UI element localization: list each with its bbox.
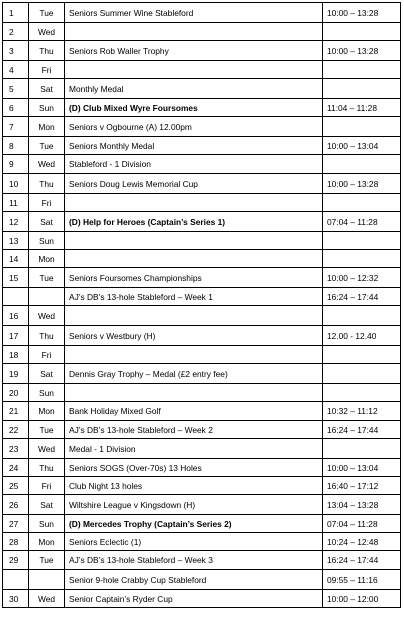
- event-cell: Seniors Doug Lewis Memorial Cup: [65, 174, 323, 194]
- time-cell: 10:00 – 13:28: [323, 174, 401, 194]
- day-cell: 17: [3, 326, 29, 346]
- time-cell: [323, 364, 401, 384]
- event-cell: [65, 194, 323, 212]
- day-cell: 30: [3, 590, 29, 608]
- table-row: [3, 212, 401, 232]
- day-cell: 12: [3, 212, 29, 232]
- weekday-cell: Sun: [29, 232, 65, 250]
- table-row: [3, 155, 401, 174]
- day-cell: 4: [3, 61, 29, 79]
- event-cell: Seniors Summer Wine Stableford: [65, 3, 323, 23]
- weekday-cell: Fri: [29, 61, 65, 79]
- time-cell: 10:00 – 13:28: [323, 41, 401, 61]
- event-cell: Club Night 13 holes: [65, 477, 323, 495]
- weekday-cell: Sun: [29, 515, 65, 533]
- table-row: [3, 459, 401, 477]
- table-row: [3, 306, 401, 326]
- event-cell: Seniors SOGS (Over-70s) 13 Holes: [65, 459, 323, 477]
- day-cell: [3, 570, 29, 590]
- weekday-cell: Mon: [29, 117, 65, 137]
- day-cell: 8: [3, 137, 29, 155]
- day-cell: 10: [3, 174, 29, 194]
- time-cell: [323, 23, 401, 41]
- event-cell: (D) Mercedes Trophy (Captain’s Series 2): [65, 515, 323, 533]
- weekday-cell: Thu: [29, 459, 65, 477]
- table-row: [3, 384, 401, 402]
- day-cell: 22: [3, 421, 29, 439]
- day-cell: 9: [3, 155, 29, 174]
- time-cell: 10:24 – 12:48: [323, 533, 401, 551]
- time-cell: 16:40 – 17:12: [323, 477, 401, 495]
- time-cell: [323, 61, 401, 79]
- table-row: [3, 137, 401, 155]
- table-row: [3, 268, 401, 288]
- table-row: [3, 232, 401, 250]
- weekday-cell: [29, 288, 65, 306]
- table-row: [3, 41, 401, 61]
- event-cell: Seniors Eclectic (1): [65, 533, 323, 551]
- time-cell: [323, 439, 401, 459]
- table-row: [3, 79, 401, 99]
- weekday-cell: Sun: [29, 384, 65, 402]
- time-cell: 10:00 – 12:32: [323, 268, 401, 288]
- weekday-cell: Wed: [29, 306, 65, 326]
- weekday-cell: Fri: [29, 346, 65, 364]
- event-cell: [65, 306, 323, 326]
- event-cell: Seniors v Ogbourne (A) 12.00pm: [65, 117, 323, 137]
- day-cell: 3: [3, 41, 29, 61]
- table-row: [3, 61, 401, 79]
- weekday-cell: Fri: [29, 477, 65, 495]
- time-cell: 10:00 – 13:28: [323, 3, 401, 23]
- day-cell: 18: [3, 346, 29, 364]
- time-cell: 16:24 – 17:44: [323, 421, 401, 439]
- day-cell: 19: [3, 364, 29, 384]
- weekday-cell: Fri: [29, 194, 65, 212]
- event-cell: (D) Club Mixed Wyre Foursomes: [65, 99, 323, 117]
- event-cell: Senior Captain’s Ryder Cup: [65, 590, 323, 608]
- table-row: [3, 288, 401, 306]
- table-row: [3, 250, 401, 268]
- day-cell: 11: [3, 194, 29, 212]
- table-row: [3, 533, 401, 551]
- event-cell: Seniors Monthly Medal: [65, 137, 323, 155]
- weekday-cell: Thu: [29, 174, 65, 194]
- table-row: [3, 326, 401, 346]
- time-cell: 09:55 – 11:16: [323, 570, 401, 590]
- table-row: [3, 477, 401, 495]
- time-cell: [323, 194, 401, 212]
- day-cell: 5: [3, 79, 29, 99]
- weekday-cell: Sat: [29, 212, 65, 232]
- event-cell: Seniors Foursomes Championships: [65, 268, 323, 288]
- table-row: [3, 364, 401, 384]
- event-cell: Bank Holiday Mixed Golf: [65, 402, 323, 421]
- event-cell: Medal - 1 Division: [65, 439, 323, 459]
- day-cell: [3, 288, 29, 306]
- table-row: [3, 346, 401, 364]
- time-cell: [323, 384, 401, 402]
- weekday-cell: Wed: [29, 439, 65, 459]
- time-cell: 07:04 – 11:28: [323, 212, 401, 232]
- table-row: [3, 495, 401, 515]
- weekday-cell: Tue: [29, 268, 65, 288]
- time-cell: 11:04 – 11:28: [323, 99, 401, 117]
- day-cell: 15: [3, 268, 29, 288]
- weekday-cell: Mon: [29, 533, 65, 551]
- time-cell: 10:00 – 13:04: [323, 137, 401, 155]
- time-cell: 12.00 - 12.40: [323, 326, 401, 346]
- table-row: [3, 570, 401, 590]
- table-row: [3, 439, 401, 459]
- weekday-cell: Sat: [29, 79, 65, 99]
- day-cell: 14: [3, 250, 29, 268]
- weekday-cell: [29, 570, 65, 590]
- event-cell: Stableford - 1 Division: [65, 155, 323, 174]
- event-cell: Monthly Medal: [65, 79, 323, 99]
- event-cell: [65, 346, 323, 364]
- event-cell: Seniors Rob Waller Trophy: [65, 41, 323, 61]
- time-cell: [323, 306, 401, 326]
- weekday-cell: Mon: [29, 250, 65, 268]
- event-cell: AJ’s DB’s 13-hole Stableford – Week 3: [65, 551, 323, 570]
- day-cell: 2: [3, 23, 29, 41]
- time-cell: [323, 346, 401, 364]
- time-cell: 10:00 – 13:04: [323, 459, 401, 477]
- weekday-cell: Wed: [29, 590, 65, 608]
- event-cell: [65, 232, 323, 250]
- day-cell: 23: [3, 439, 29, 459]
- event-cell: Senior 9-hole Crabby Cup Stableford: [65, 570, 323, 590]
- day-cell: 16: [3, 306, 29, 326]
- time-cell: 07:04 – 11:28: [323, 515, 401, 533]
- table-row: [3, 174, 401, 194]
- weekday-cell: Sat: [29, 364, 65, 384]
- weekday-cell: Wed: [29, 155, 65, 174]
- time-cell: 16:24 – 17:44: [323, 288, 401, 306]
- day-cell: 28: [3, 533, 29, 551]
- time-cell: [323, 79, 401, 99]
- table-row: [3, 117, 401, 137]
- time-cell: 10:00 – 12:00: [323, 590, 401, 608]
- day-cell: 20: [3, 384, 29, 402]
- time-cell: [323, 250, 401, 268]
- weekday-cell: Sun: [29, 99, 65, 117]
- weekday-cell: Thu: [29, 326, 65, 346]
- time-cell: [323, 232, 401, 250]
- day-cell: 7: [3, 117, 29, 137]
- table-row: [3, 99, 401, 117]
- table-row: [3, 3, 401, 23]
- day-cell: 24: [3, 459, 29, 477]
- event-cell: Wiltshire League v Kingsdown (H): [65, 495, 323, 515]
- event-cell: Dennis Gray Trophy – Medal (£2 entry fee): [65, 364, 323, 384]
- weekday-cell: Tue: [29, 3, 65, 23]
- day-cell: 27: [3, 515, 29, 533]
- day-cell: 29: [3, 551, 29, 570]
- event-cell: (D) Help for Heroes (Captain’s Series 1): [65, 212, 323, 232]
- table-row: [3, 194, 401, 212]
- time-cell: [323, 117, 401, 137]
- day-cell: 21: [3, 402, 29, 421]
- event-cell: [65, 61, 323, 79]
- table-row: [3, 551, 401, 570]
- time-cell: 13:04 – 13:28: [323, 495, 401, 515]
- time-cell: [323, 155, 401, 174]
- day-cell: 6: [3, 99, 29, 117]
- time-cell: 10:32 – 11:12: [323, 402, 401, 421]
- event-cell: Seniors v Westbury (H): [65, 326, 323, 346]
- table-row: [3, 402, 401, 421]
- weekday-cell: Wed: [29, 23, 65, 41]
- weekday-cell: Mon: [29, 402, 65, 421]
- weekday-cell: Tue: [29, 551, 65, 570]
- weekday-cell: Tue: [29, 137, 65, 155]
- table-row: [3, 23, 401, 41]
- table-row: [3, 515, 401, 533]
- weekday-cell: Tue: [29, 421, 65, 439]
- time-cell: 16:24 – 17:44: [323, 551, 401, 570]
- event-cell: AJ’s DB’s 13-hole Stableford – Week 2: [65, 421, 323, 439]
- fixtures-body: [3, 3, 401, 608]
- day-cell: 13: [3, 232, 29, 250]
- table-row: [3, 590, 401, 608]
- weekday-cell: Sat: [29, 495, 65, 515]
- event-cell: [65, 250, 323, 268]
- event-cell: [65, 384, 323, 402]
- day-cell: 25: [3, 477, 29, 495]
- day-cell: 1: [3, 3, 29, 23]
- table-row: [3, 421, 401, 439]
- day-cell: 26: [3, 495, 29, 515]
- weekday-cell: Thu: [29, 41, 65, 61]
- event-cell: AJ’s DB’s 13-hole Stableford – Week 1: [65, 288, 323, 306]
- event-cell: [65, 23, 323, 41]
- fixtures-table: [2, 2, 401, 608]
